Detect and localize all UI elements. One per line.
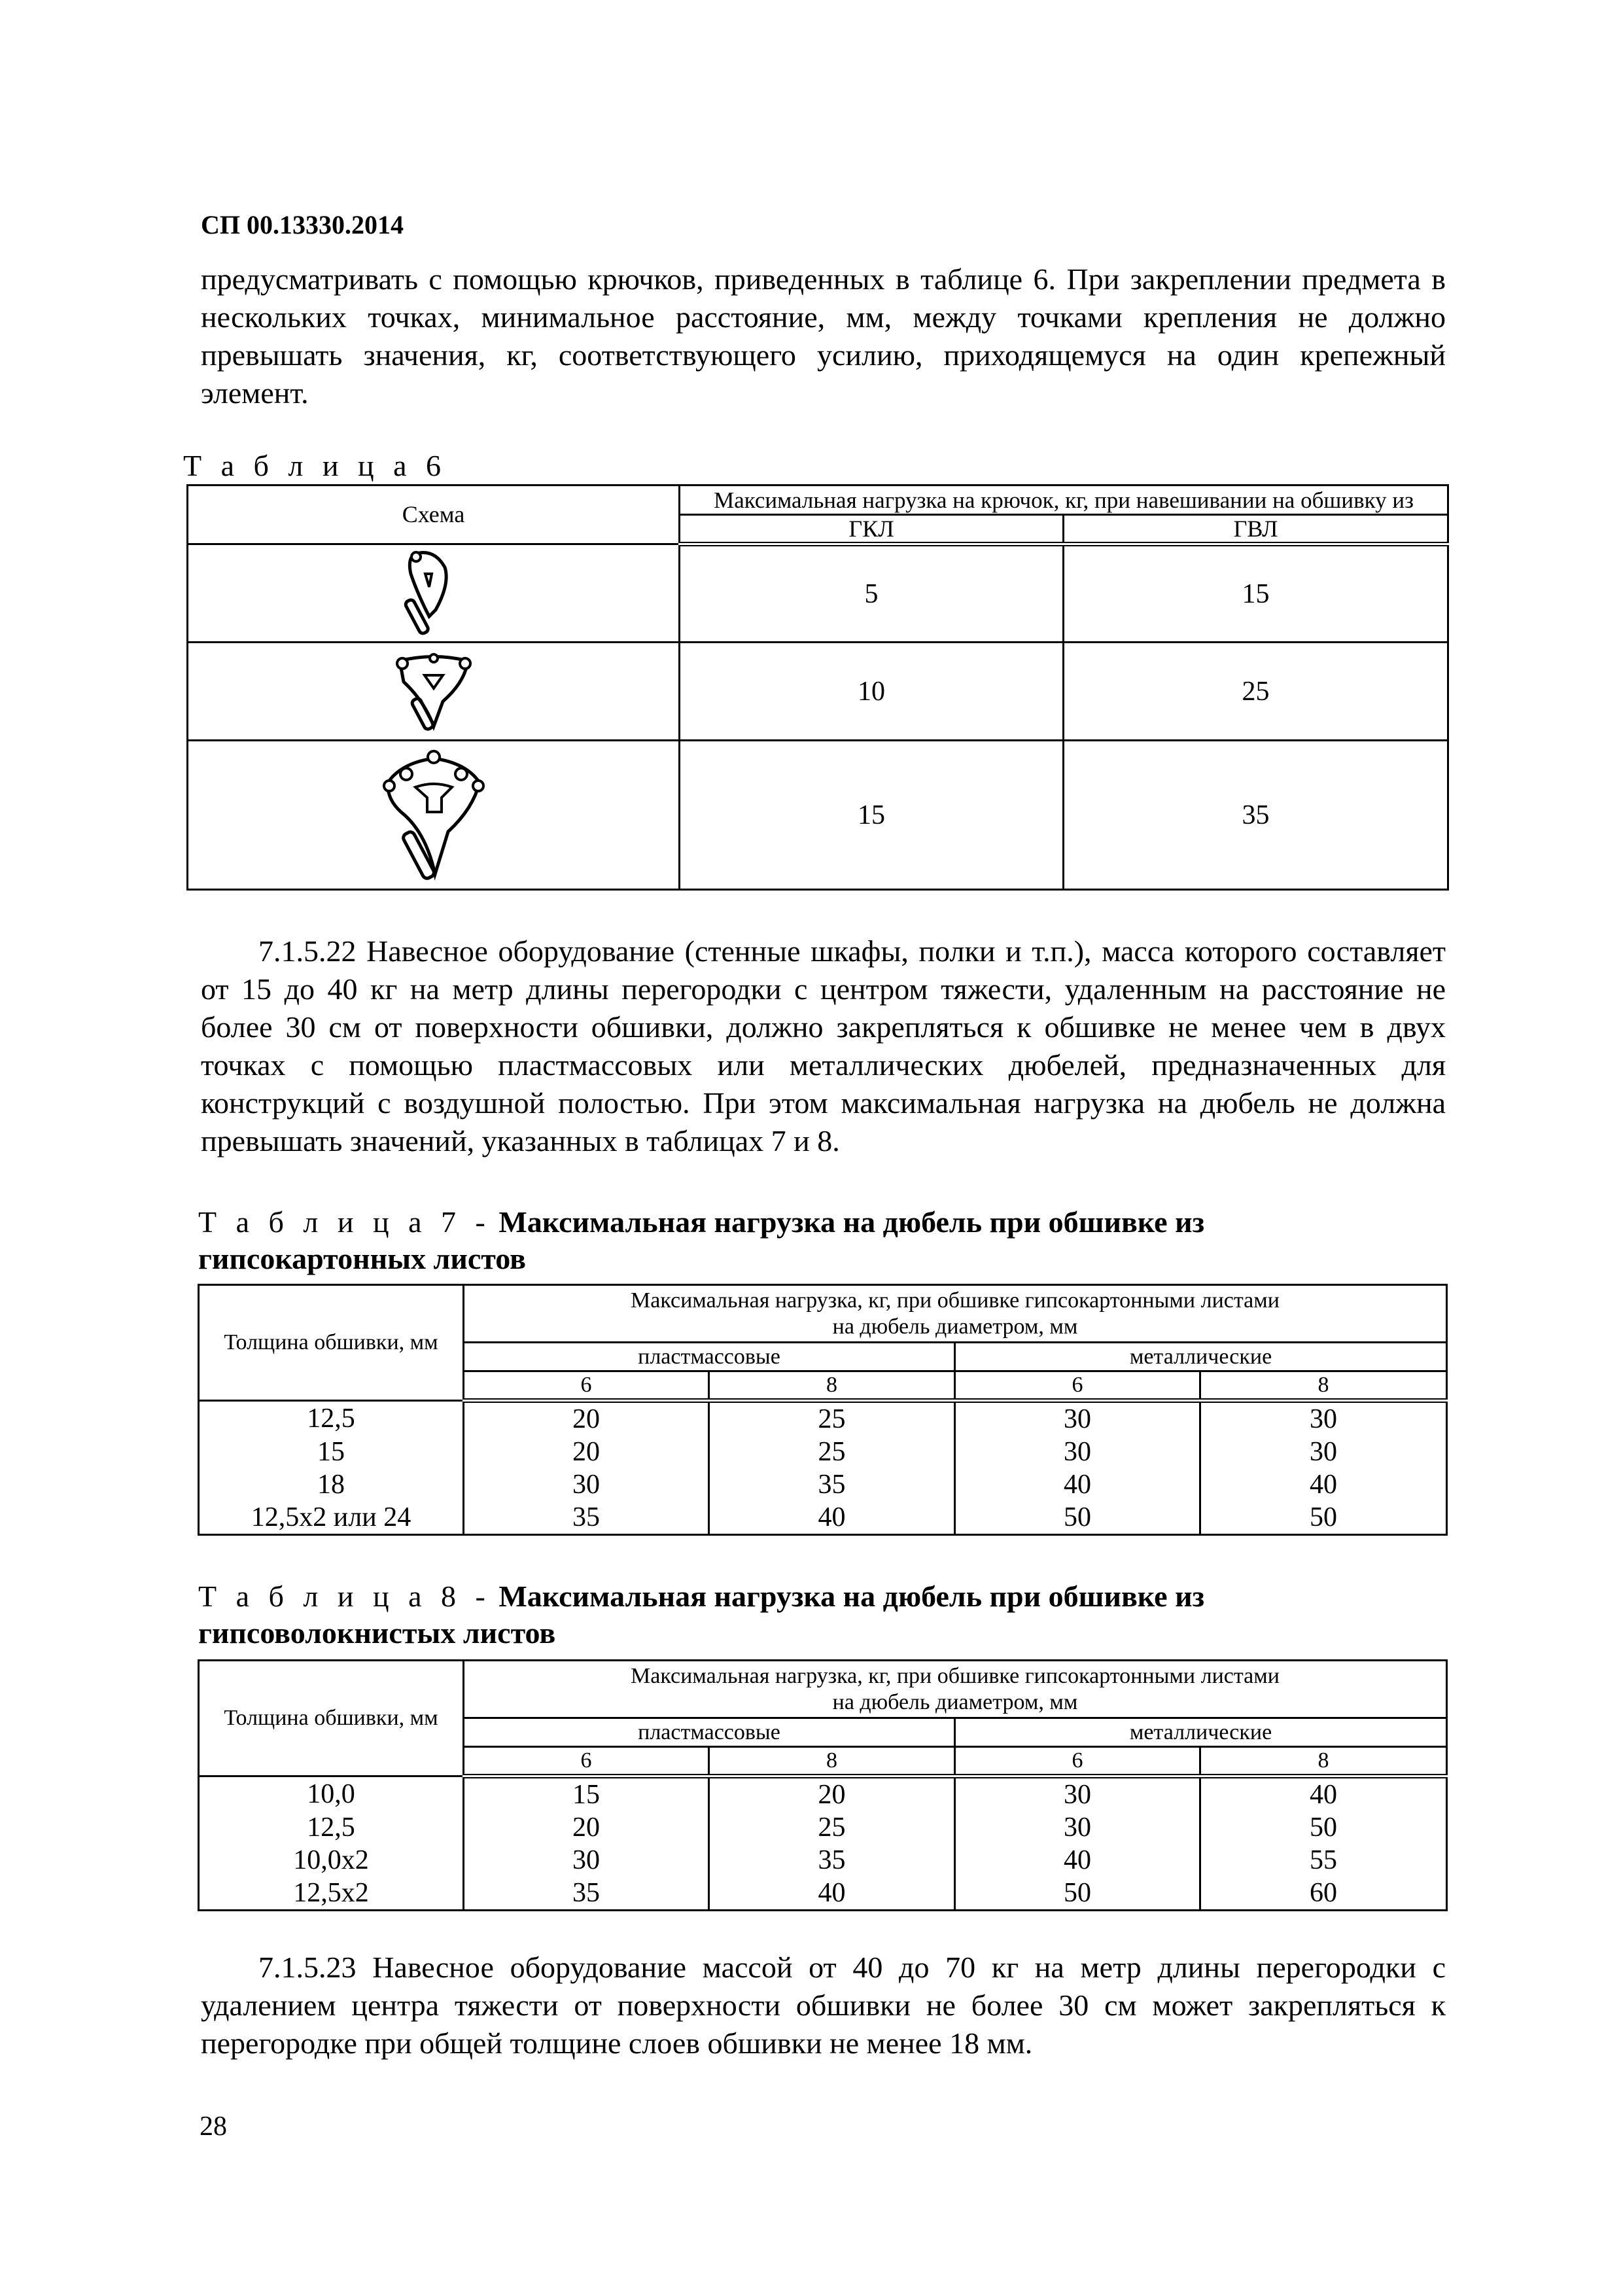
table6-caption-label: Т а б л и ц а 6 [183, 449, 447, 482]
table6-gvl-cell: 25 [1064, 643, 1448, 741]
table8-value-cell: 30 [955, 1776, 1200, 1812]
table7-caption-title: Максимальная нагрузка на дюбель при обшивке из гипсокартонных листов [198, 1205, 1205, 1275]
table7-value-cell: 40 [955, 1468, 1200, 1501]
table-row [199, 1776, 1447, 1812]
table8-caption-label: Т а б л и ц а 8 - [198, 1580, 491, 1613]
table7-value-cell: 40 [1200, 1468, 1447, 1501]
table8-value-cell: 55 [1200, 1844, 1447, 1877]
table7-value-cell: 25 [709, 1401, 955, 1436]
table-row [199, 1877, 1447, 1911]
table7-diameter: 6 [955, 1371, 1200, 1401]
table8-value-cell: 35 [709, 1844, 955, 1877]
table8-thickness-cell: 12,5х2 [199, 1877, 464, 1911]
table6-header-load: Максимальная нагрузка на крючок, кг, при навешивании на обшивку из [680, 486, 1448, 515]
table7-value-cell: 20 [464, 1401, 709, 1436]
table7-caption-label: Т а б л и ц а 7 - [198, 1205, 491, 1239]
table8-header-metal: металлические [955, 1718, 1447, 1747]
table6-scheme-cell [188, 741, 680, 890]
table8-value-cell: 50 [955, 1877, 1200, 1911]
table7-value-cell: 35 [464, 1501, 709, 1535]
table8-value-cell: 35 [464, 1877, 709, 1911]
table8-value-cell: 40 [955, 1844, 1200, 1877]
table7-value-cell: 50 [1200, 1501, 1447, 1535]
table7-diameter: 8 [1200, 1371, 1447, 1401]
document-code: СП 00.13330.2014 [201, 210, 404, 239]
hook-two-pin-icon [388, 649, 480, 734]
table8-value-cell: 30 [955, 1811, 1200, 1844]
table-row [199, 1436, 1447, 1468]
table7-header-thickness: Толщина обшивки, мм [199, 1285, 464, 1401]
table8-caption [198, 1578, 1310, 1651]
table8-thickness-cell: 10,0 [199, 1776, 464, 1812]
table6-header-gvl: ГВЛ [1064, 515, 1448, 544]
table-row [188, 741, 1448, 890]
table6-gvl-cell: 35 [1064, 741, 1448, 890]
hook-three-pin-icon [375, 747, 493, 884]
table8-value-cell: 30 [464, 1844, 709, 1877]
table6-gkl-cell: 10 [680, 643, 1064, 741]
table7-thickness-cell: 18 [199, 1468, 464, 1501]
table8 [198, 1659, 1448, 1911]
table8-value-cell: 50 [1200, 1811, 1447, 1844]
table6-scheme-cell [188, 643, 680, 741]
table7-header-plastic: пластмассовые [464, 1343, 955, 1371]
table7-caption [198, 1204, 1310, 1277]
table8-value-cell: 25 [709, 1811, 955, 1844]
table8-diameter: 6 [464, 1747, 709, 1776]
table8-value-cell: 20 [464, 1811, 709, 1844]
table8-value-cell: 40 [709, 1877, 955, 1911]
table7-value-cell: 20 [464, 1436, 709, 1468]
table6-header-scheme: Схема [188, 486, 680, 544]
table8-value-cell: 60 [1200, 1877, 1447, 1911]
table-row [188, 544, 1448, 643]
page-number: 28 [200, 2111, 227, 2142]
table7-value-cell: 40 [709, 1501, 955, 1535]
table-row [188, 643, 1448, 741]
hook-one-pin-icon [398, 548, 470, 639]
paragraph-7-1-5-22: 7.1.5.22 Навесное оборудование (стенные шкафы, полки и т.п.), масса которого составляет от 15 до 40 кг на метр длины перегородки с центром тяжести, удаленным на расстояние не более 30 см от поверхности обшивки, должно закрепляться к обшивке не менее чем в двух точках с помощью пластмассовых или металлических дюбелей, предназначенных для конструкций с воздушной полостью. При этом максимальная нагрузка на дюбель не должна превышать значений, указанных в таблицах 7 и 8. [201, 934, 1446, 1157]
table7-value-cell: 30 [464, 1468, 709, 1501]
table7-value-cell: 30 [955, 1401, 1200, 1436]
table7-value-cell: 30 [955, 1436, 1200, 1468]
table8-diameter: 8 [1200, 1747, 1447, 1776]
table8-diameter: 8 [709, 1747, 955, 1776]
table8-value-cell: 15 [464, 1776, 709, 1812]
table7-thickness-cell: 15 [199, 1436, 464, 1468]
table7-value-cell: 35 [709, 1468, 955, 1501]
table8-caption-title: Максимальная нагрузка на дюбель при обшивке из гипсоволокнистых листов [198, 1580, 1205, 1650]
table8-header-thickness: Толщина обшивки, мм [199, 1661, 464, 1776]
table7-thickness-cell: 12,5 [199, 1401, 464, 1436]
table7-value-cell: 30 [1200, 1436, 1447, 1468]
table7-header-metal: металлические [955, 1343, 1447, 1371]
table6-caption [183, 448, 447, 484]
table8-value-cell: 20 [709, 1776, 955, 1812]
table6-header-gkl: ГКЛ [680, 515, 1064, 544]
table8-value-cell: 40 [1200, 1776, 1447, 1812]
table-row [199, 1811, 1447, 1844]
table6-gkl-cell: 15 [680, 741, 1064, 890]
table7 [198, 1284, 1448, 1536]
table-row [199, 1844, 1447, 1877]
table7-thickness-cell: 12,5х2 или 24 [199, 1501, 464, 1535]
table8-thickness-cell: 10,0х2 [199, 1844, 464, 1877]
table6 [186, 484, 1449, 891]
table8-header-plastic: пластмассовые [464, 1718, 955, 1747]
paragraph-7-1-5-23: 7.1.5.23 Навесное оборудование массой от 40 до 70 кг на метр длины перегородки с удалением центра тяжести от поверхности обшивки не более 30 см может закрепляться к перегородке при общей толщине слоев обшивки не менее 18 мм. [201, 1951, 1446, 2060]
table8-diameter: 6 [955, 1747, 1200, 1776]
table8-header-load: Максимальная нагрузка, кг, при обшивке гипсокартонными листами на дюбель диаметром, мм [464, 1661, 1447, 1718]
table6-gkl-cell: 5 [680, 544, 1064, 643]
table-row [199, 1468, 1447, 1501]
table-row [199, 1401, 1447, 1436]
table8-thickness-cell: 12,5 [199, 1811, 464, 1844]
table6-gvl-cell: 15 [1064, 544, 1448, 643]
table7-header-load: Максимальная нагрузка, кг, при обшивке гипсокартонными листами на дюбель диаметром, мм [464, 1285, 1447, 1343]
table7-diameter: 8 [709, 1371, 955, 1401]
table7-value-cell: 25 [709, 1436, 955, 1468]
intro-paragraph: предусматривать с помощью крючков, приведенных в таблице 6. При закреплении предмета в нескольких точках, минимальное расстояние, мм, между точками крепления не должно превышать значения, кг, соответствующего усилию, приходящемуся на один крепежный элемент. [201, 262, 1446, 410]
table7-value-cell: 30 [1200, 1401, 1447, 1436]
table7-value-cell: 50 [955, 1501, 1200, 1535]
table-row [199, 1501, 1447, 1535]
table6-scheme-cell [188, 544, 680, 643]
table7-diameter: 6 [464, 1371, 709, 1401]
